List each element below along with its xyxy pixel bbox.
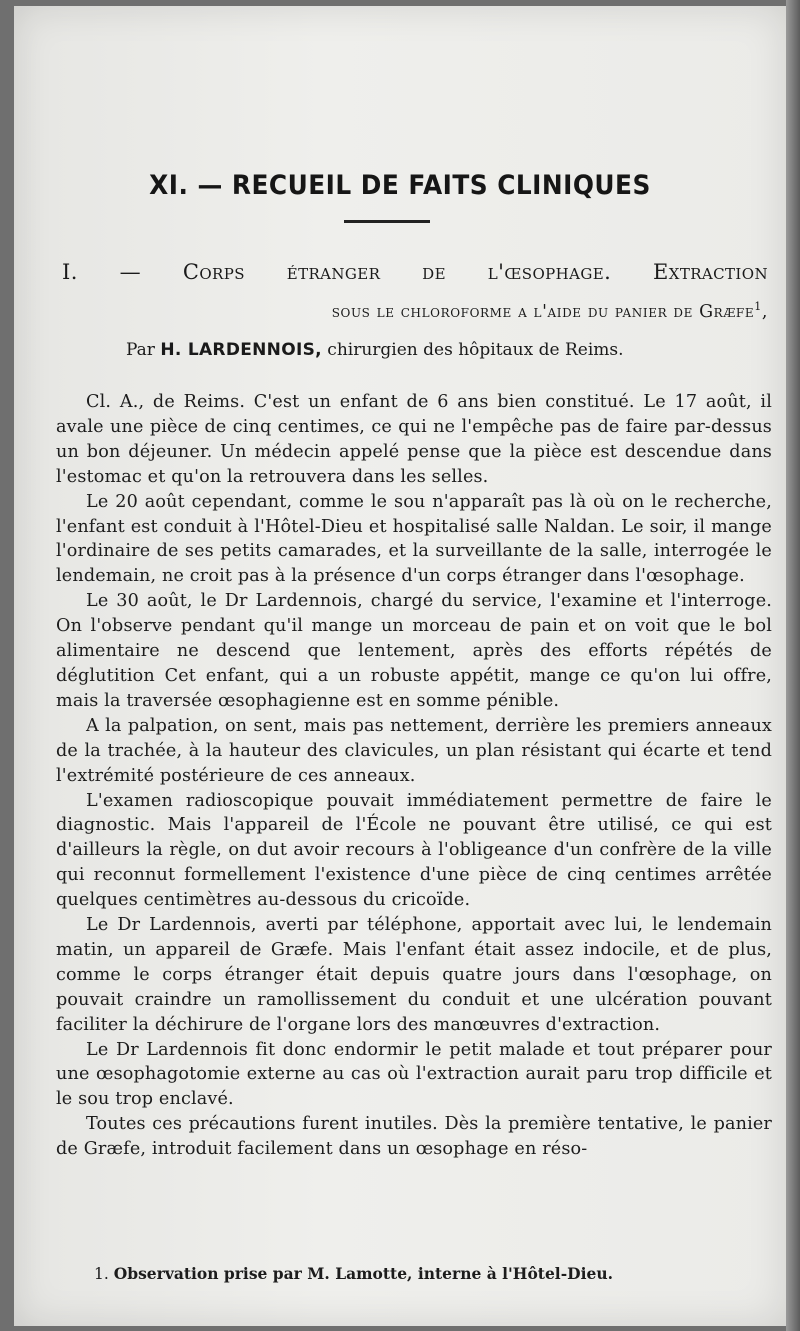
author-line xyxy=(126,340,766,360)
paragraph: Le 20 août cependant, comme le sou n'apparaît pas là où on le recherche, l'enfant est conduit à l'Hôtel-Dieu et hospitalisé salle Naldan. Le soir, il mange l'ordinaire de ses petits camarades, et la surveillante de la salle, interrogée le lendemain, ne croit pas à la présence d'un corps étranger dans l'œsophage. xyxy=(56,491,772,587)
article-title-line1: I. — Corps étranger de l'œsophage. Extraction xyxy=(62,260,768,284)
article-title-line2-wrap: sous le chloroforme a l'aide du panier de Græfe$^1$, xyxy=(331,300,768,322)
paragraph: Le 30 août, le Dr Lardennois, chargé du service, l'examine et l'interroge. On l'observe pendant qu'il mange un morceau de pain et on voit que le bol alimentaire ne descend que lentement, après des efforts répétés de déglutition Cet enfant, qui a un robuste appétit, mange ce qu'on lui offre, mais la traversée œsophagienne est en somme pénible. xyxy=(56,591,772,711)
article-body xyxy=(56,390,772,1162)
footnote-number: 1. xyxy=(94,1265,109,1283)
author-name: H. LARDENNOIS, xyxy=(160,340,322,360)
footnote-marker: 1 xyxy=(754,300,762,313)
paragraph: A la palpation, on sent, mais pas nettement, derrière les premiers anneaux de la trachée, à la hauteur des clavicules, un plan résistant qui écarte et tend l'extrémité postérieure de ces anneaux. xyxy=(56,715,772,786)
footnote-text: Observation prise par M. Lamotte, interne à l'Hôtel-Dieu. xyxy=(113,1264,613,1283)
author-prefix: Par xyxy=(126,340,155,360)
chapter-title: XI. — RECUEIL DE FAITS CLINIQUES xyxy=(149,170,651,201)
paragraph: Toutes ces précautions furent inutiles. Dès la première tentative, le panier de Græfe, introduit facilement dans un œsophage en réso- xyxy=(56,1114,772,1160)
paragraph: L'examen radioscopique pouvait immédiatement permettre de faire le diagnostic. Mais l'appareil de l'École ne pouvant être utilisé, ce qui est d'ailleurs la règle, on dut avoir recours à l'obligeance d'un confrère de la ville qui reconnut formellement l'existence d'une pièce de cinq centimes arrêtée quelques centimètres au-dessous du cricoïde. xyxy=(56,790,772,911)
page-edge xyxy=(786,0,800,1331)
article-title-line2: sous le chloroforme a l'aide du panier de Græfe xyxy=(331,301,755,322)
author-role: chirurgien des hôpitaux de Reims. xyxy=(327,340,624,360)
footnote xyxy=(94,1264,764,1283)
paragraph: Cl. A., de Reims. C'est un enfant de 6 ans bien constitué. Le 17 août, il avale une pièce de cinq centimes, ce qui ne l'empêche pas de faire par-dessus un bon déjeuner. Un médecin appelé pense que la pièce est descendue dans l'estomac et qu'on la retrouvera dans les selles. xyxy=(56,392,772,487)
book-page xyxy=(14,6,786,1326)
title-rule xyxy=(344,220,430,223)
paragraph: Le Dr Lardennois fit donc endormir le petit malade et tout préparer pour une œsophagotomie externe au cas où l'extraction aurait paru trop difficile et le sou trop enclavé. xyxy=(56,1039,772,1110)
article-title xyxy=(62,260,768,284)
paragraph: Le Dr Lardennois, averti par téléphone, apportait avec lui, le lendemain matin, un appareil de Græfe. Mais l'enfant était assez indocile, et de plus, comme le corps étranger était depuis quatre jours dans l'œsophage, on pouvait craindre un ramollissement du conduit et une ulcération pouvant faciliter la déchirure de l'organe lors des manœuvres d'extraction. xyxy=(56,915,772,1035)
